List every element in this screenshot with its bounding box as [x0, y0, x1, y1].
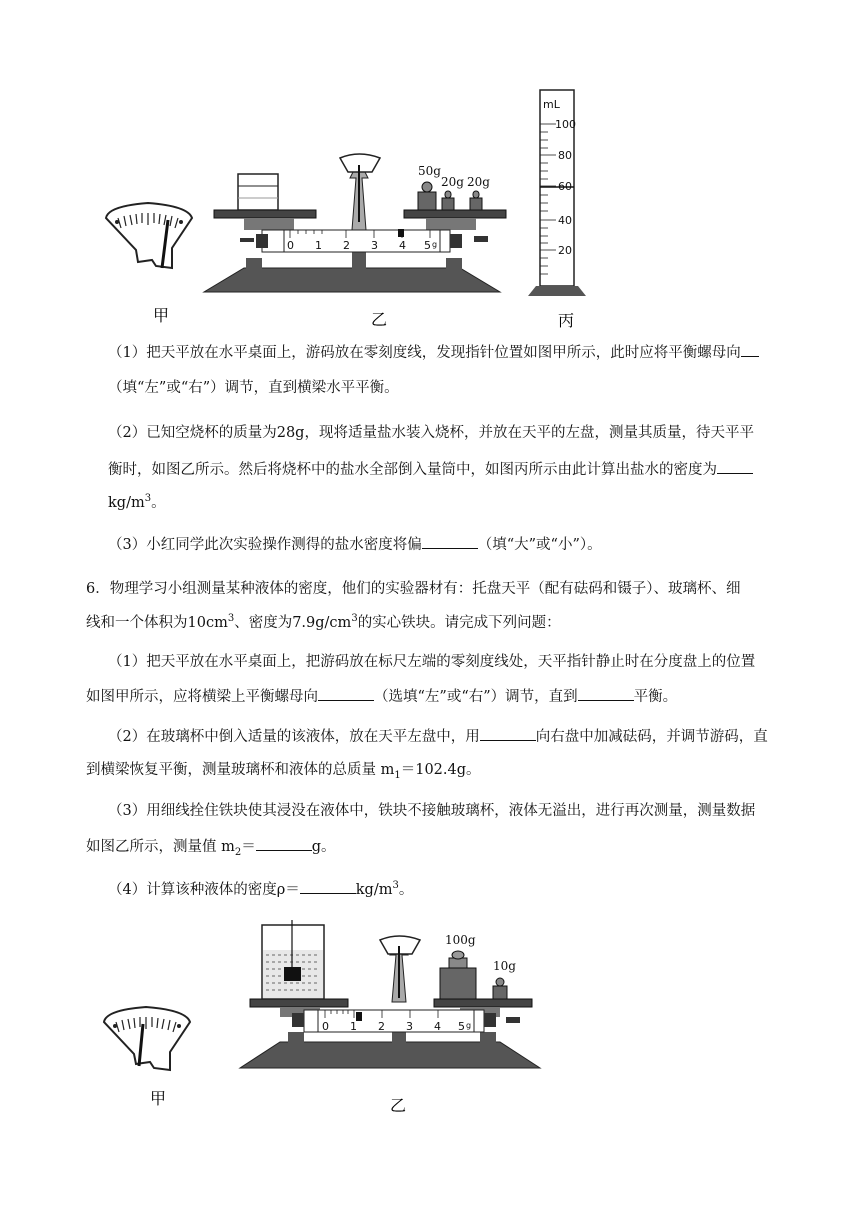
svg-text:mL: mL — [543, 98, 560, 111]
q6-intro-line2: 线和一个体积为$10cm^3$、密度为$7.9g/cm^3$的实心铁块。请完成下列问题： — [86, 613, 561, 631]
q5-p3: （3）小红同学此次实验操作测得的盐水密度将偏 （填“大”或“小”）。 — [108, 534, 602, 555]
svg-text:0: 0 — [322, 1020, 329, 1033]
svg-text:1: 1 — [315, 239, 322, 252]
caption-jia-1: 甲 — [153, 306, 170, 325]
svg-text:2: 2 — [378, 1020, 385, 1033]
q5-p1-line2: （填“左”或“右”）调节，直到横梁水平平衡。 — [108, 380, 399, 396]
answer-blank[interactable] — [422, 534, 478, 549]
answer-blank[interactable] — [741, 342, 759, 357]
svg-text:40: 40 — [558, 214, 572, 227]
svg-text:60: 60 — [558, 180, 572, 193]
svg-text:2: 2 — [343, 239, 350, 252]
answer-blank[interactable] — [318, 686, 374, 701]
svg-text:5: 5 — [458, 1020, 465, 1033]
q6-p1-line1: （1）把天平放在水平桌面上，把游码放在标尺左端的零刻度线处，天平指针静止时在分度盘上的位置 — [108, 654, 756, 670]
svg-text:1: 1 — [350, 1020, 357, 1033]
caption-jia-2: 甲 — [150, 1089, 167, 1108]
balance-yi-2 — [240, 920, 540, 1068]
svg-text:20g: 20g — [467, 175, 490, 189]
svg-text:20g: 20g — [441, 175, 464, 189]
svg-text:4: 4 — [434, 1020, 441, 1033]
figure-2 — [0, 915, 860, 1135]
answer-blank[interactable] — [256, 836, 312, 851]
rider-1 — [398, 229, 404, 237]
q5-p2-line2: 衡时，如图乙所示。然后将烧杯中的盐水全部倒入量筒中，如图丙所示由此计算出盐水的密度为 — [108, 459, 753, 480]
q5-p1-line1: （1）把天平放在水平桌面上，游码放在零刻度线，发现指针位置如图甲所示，此时应将平衡螺母向 — [108, 342, 759, 363]
svg-text:3: 3 — [371, 239, 378, 252]
answer-blank[interactable] — [717, 459, 753, 474]
svg-text:g: g — [466, 1021, 472, 1030]
q6-intro-line1: 6．物理学习小组测量某种液体的密度，他们的实验器材有：托盘天平（配有砝码和镊子）、玻璃杯、细 — [86, 581, 741, 597]
figure-1 — [0, 0, 860, 335]
svg-text:100g: 100g — [445, 933, 476, 947]
svg-text:80: 80 — [558, 149, 572, 162]
q6-p4: （4）计算该种液体的密度$\rho= kg/m^3$。 — [108, 880, 414, 898]
q6-p1-line2: 如图甲所示，应将横梁上平衡螺母向 （选填“左”或“右”）调节，直到 平衡。 — [86, 686, 677, 707]
svg-text:50g: 50g — [418, 164, 441, 178]
svg-text:4: 4 — [399, 239, 406, 252]
q6-p3-line1: （3）用细线拴住铁块使其浸没在液体中，铁块不接触玻璃杯，液体无溢出，进行再次测量，测量数据 — [108, 803, 756, 819]
svg-text:3: 3 — [406, 1020, 413, 1033]
answer-blank[interactable] — [480, 726, 536, 741]
svg-text:g: g — [432, 240, 438, 249]
caption-yi-2: 乙 — [390, 1096, 407, 1115]
dial-jia-2 — [104, 1007, 190, 1070]
svg-text:100: 100 — [555, 118, 576, 131]
q6-p2-line1: （2）在玻璃杯中倒入适量的该液体，放在天平左盘中，用 向右盘中加减砝码，并调节游码，直 — [108, 726, 768, 747]
answer-blank[interactable] — [300, 879, 356, 894]
iron-block — [284, 967, 301, 981]
q6-p2-line2: 到横梁恢复平衡，测量玻璃杯和液体的总质量 $m_1=102.4g$。 — [86, 762, 481, 781]
dial-jia-1 — [106, 203, 192, 268]
svg-text:0: 0 — [287, 239, 294, 252]
q5-p2-line3: $kg/m^3$。 — [108, 493, 166, 511]
svg-text:20: 20 — [558, 244, 572, 257]
answer-blank[interactable] — [578, 686, 634, 701]
svg-text:10g: 10g — [493, 959, 516, 973]
q6-p3-line2: 如图乙所示，测量值 $m_2= g$。 — [86, 836, 336, 863]
caption-yi-1: 乙 — [371, 310, 388, 329]
q5-p2-line1: （2）已知空烧杯的质量为28g，现将适量盐水装入烧杯，并放在天平的左盘，测量其质量，待天平平 — [108, 425, 754, 441]
caption-bing: 丙 — [558, 311, 575, 330]
svg-text:5: 5 — [424, 239, 431, 252]
